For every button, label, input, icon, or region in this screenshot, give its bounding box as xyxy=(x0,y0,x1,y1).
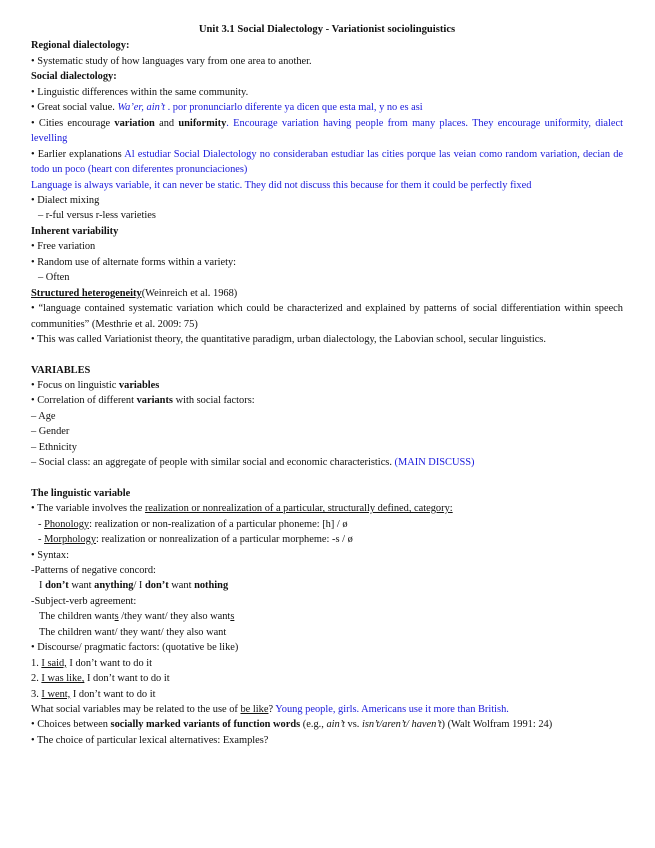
text: and xyxy=(154,117,179,129)
text-underlined: s xyxy=(114,611,119,623)
ling-sv-example-2: The children want/ they want/ they also want xyxy=(39,626,227,638)
citation: (Weinreich et al. 1968) xyxy=(141,287,238,299)
variables-heading: VARIABLES xyxy=(31,364,91,376)
text-bold: variables xyxy=(118,379,160,391)
variables-item-age: – Age xyxy=(31,410,56,422)
text: What social variables may be related to the use of xyxy=(31,704,241,716)
ling-quote-1 xyxy=(31,656,623,671)
regional-heading: Regional dialectology: xyxy=(31,40,130,52)
text: • Focus on linguistic xyxy=(31,379,119,391)
ling-subject-verb: -Subject-verb agreement: xyxy=(31,595,137,607)
structured-bullet-2: • This was called Variationist theory, the quantitative paradigm, urban dialectology, the Labovian school, secular linguistics. xyxy=(31,334,546,346)
text-underlined: I said, xyxy=(41,657,67,669)
social-heading: Social dialectology: xyxy=(31,71,117,83)
text: want xyxy=(68,580,95,592)
ling-sv-example-1 xyxy=(31,609,623,624)
inherent-bullet-1: • Free variation xyxy=(31,241,96,253)
ling-function-words xyxy=(31,717,623,732)
text: I xyxy=(39,580,46,592)
text: ? xyxy=(268,704,276,716)
text-bold: variation xyxy=(114,117,155,129)
social-sub-item: – r-ful versus r-less varieties xyxy=(38,210,156,222)
text: : realization or non-realization of a particular phoneme: [h] / ø xyxy=(89,518,348,530)
text: – Social class: an aggregate of people with similar social and economic characteristics. xyxy=(31,457,395,469)
note-blue: . Encourage variation having people from many places. They encourage uniformity, dialect levelling xyxy=(31,117,623,145)
ling-morphology xyxy=(31,532,623,547)
variables-item-class xyxy=(31,455,623,470)
text-bold: anything xyxy=(94,580,134,592)
text-bold: nothing xyxy=(194,580,229,592)
text-bold: don’t xyxy=(45,580,69,592)
text-underlined: be like xyxy=(240,704,269,716)
variables-item-ethnicity: – Ethnicity xyxy=(31,441,77,453)
text: The children want xyxy=(39,611,115,623)
text-bold: uniformity xyxy=(178,117,227,129)
text: • The variable involves the xyxy=(31,503,145,515)
social-bullet-4 xyxy=(31,147,623,178)
variables-bullet-1 xyxy=(31,378,623,393)
text: - xyxy=(38,518,45,530)
text: 2. xyxy=(31,673,42,685)
ling-syntax: • Syntax: xyxy=(31,549,69,561)
text-underlined: I went, xyxy=(41,688,71,700)
text-underlined: Morphology xyxy=(44,534,97,546)
text: • Correlation of different xyxy=(31,395,137,407)
text: / I xyxy=(133,580,145,592)
inherent-heading: Inherent variability xyxy=(31,225,119,237)
text-underlined: s xyxy=(230,611,235,623)
variables-item-gender: – Gender xyxy=(31,426,70,438)
text: • Cities encourage xyxy=(31,117,115,129)
social-bullet-3 xyxy=(31,116,623,147)
ling-negative-concord: -Patterns of negative concord: xyxy=(31,564,156,576)
text-bold: socially marked variants of function words xyxy=(110,719,301,731)
note-blue-line: Language is always variable, it can never be static. They did not discuss this because for them it could be perfectly fixed xyxy=(31,179,532,191)
text: - xyxy=(38,534,45,546)
ling-quote-2 xyxy=(31,671,623,686)
text: : realization or nonrealization of a particular morpheme: -s / ø xyxy=(96,534,353,546)
note-blue: Young people, girls. Americans use it more than British. xyxy=(275,704,509,716)
text: • Choices between xyxy=(31,719,111,731)
text-italic: ain’t xyxy=(326,719,345,731)
ling-quote-3 xyxy=(31,687,623,702)
text-underlined: Phonology xyxy=(44,518,90,530)
text: 1. xyxy=(31,657,42,669)
social-bullet-5: • Dialect mixing xyxy=(31,194,100,206)
text-bold: don’t xyxy=(144,580,169,592)
structured-heading: Structured heterogeneity xyxy=(31,287,142,299)
text: I don’t want to do it xyxy=(84,673,170,685)
note-blue: (MAIN DISCUSS) xyxy=(394,457,475,469)
text-underlined: I was like, xyxy=(41,673,85,685)
structured-bullet-1: • “language contained systematic variation which could be characterized and explained by patterns of social differentiation within speech communities” (Mesthrie et al. 2009: 75) xyxy=(31,303,623,330)
text: with social factors: xyxy=(172,395,255,407)
ling-lexical: • The choice of particular lexical alternatives: Examples? xyxy=(31,734,269,746)
inherent-sub-item: – Often xyxy=(38,272,70,284)
social-bullet-1: • Linguistic differences within the same community. xyxy=(31,86,249,98)
note-blue: Al estudiar Social Dialectology no consideraban estudiar las cities porque las veian como random variation, decian de todo un poco (heart con diferentes pronunciaciones) xyxy=(31,148,623,176)
regional-bullet: • Systematic study of how languages vary from one area to another. xyxy=(31,55,312,67)
text: • Earlier explanations xyxy=(31,148,125,160)
inherent-bullet-2: • Random use of alternate forms within a variety: xyxy=(31,256,237,268)
ling-negative-example xyxy=(31,578,623,593)
linguistic-variable-heading: The linguistic variable xyxy=(31,487,131,499)
text-bold: variants xyxy=(136,395,173,407)
ling-phonology xyxy=(31,517,623,532)
text: /they want/ they also want xyxy=(118,611,231,623)
text: want xyxy=(168,580,195,592)
text: I don’t want to do it xyxy=(66,657,153,669)
ling-question xyxy=(31,702,623,717)
social-bullet-2 xyxy=(31,100,623,115)
text-underlined: realization or nonrealization of a particular, structurally defined, category: xyxy=(144,503,453,515)
text: ) (Walt Wolfram 1991: 24) xyxy=(441,719,553,731)
structured-heading-line xyxy=(31,286,623,301)
spacer xyxy=(31,471,623,486)
text-italic: isn’t/aren’t/ haven’t xyxy=(361,719,442,731)
text: I don’t want to do it xyxy=(70,688,156,700)
spacer xyxy=(31,348,623,363)
ling-discourse: • Discourse/ pragmatic factors: (quotative be like) xyxy=(31,642,239,654)
note-blue: . por pronunciarlo diferente ya dicen que esta mal, y no es asi xyxy=(164,102,423,114)
ling-bullet-1 xyxy=(31,501,623,516)
variables-bullet-2 xyxy=(31,393,623,408)
text-italic: Wa’er, ain’t xyxy=(117,102,165,114)
text: vs. xyxy=(344,719,362,731)
text: 3. xyxy=(31,688,42,700)
text: (e.g., xyxy=(300,719,327,731)
text: • Great social value. xyxy=(31,102,118,114)
document-page xyxy=(31,22,623,748)
page-title: Unit 3.1 Social Dialectology - Variationist sociolinguistics xyxy=(198,24,456,35)
